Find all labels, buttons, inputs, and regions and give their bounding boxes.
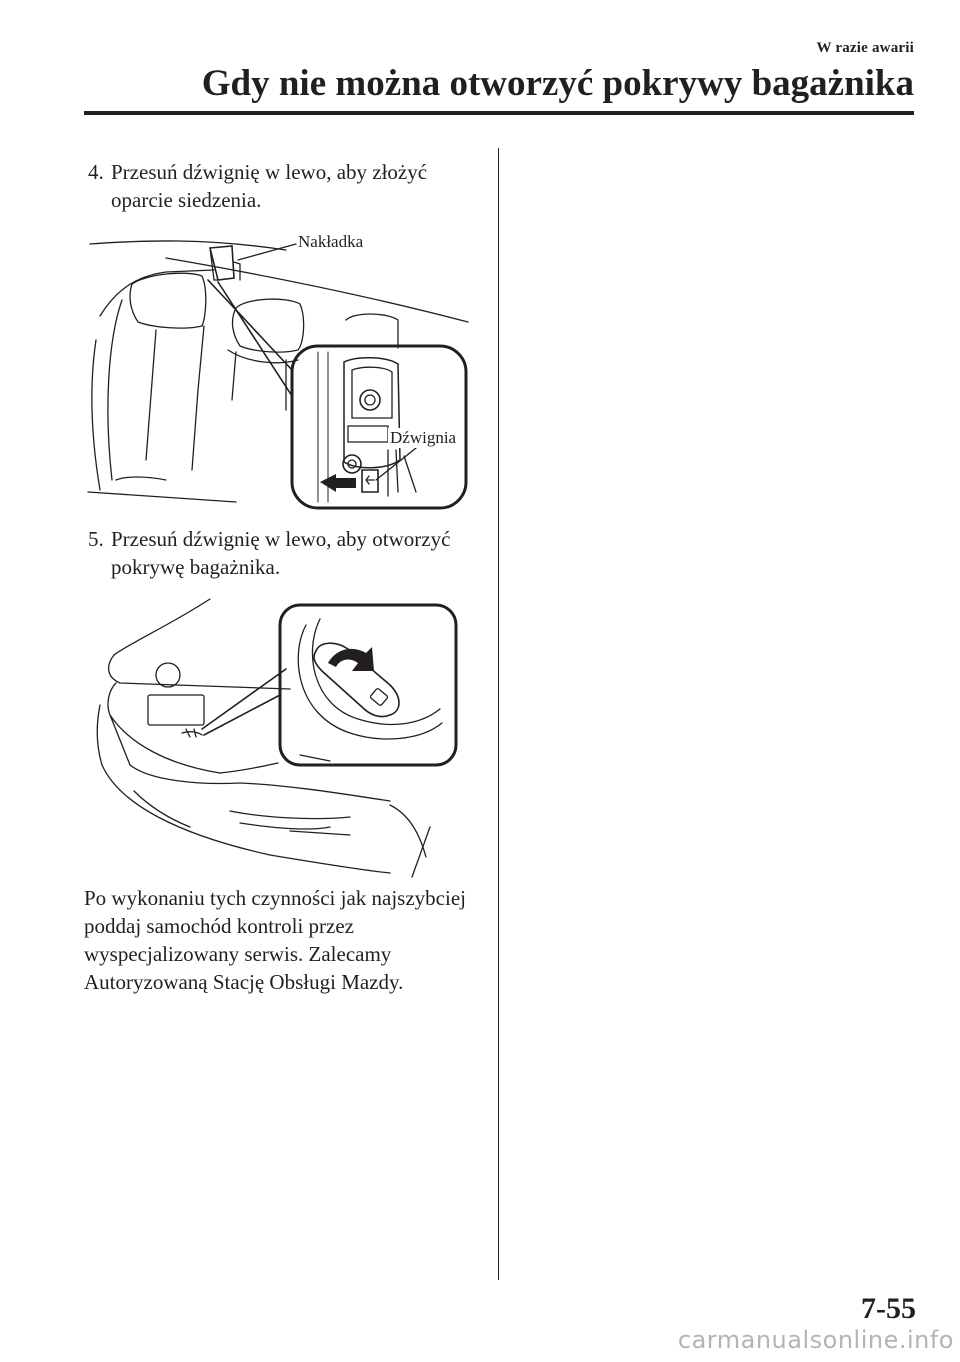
closing-paragraph: Po wykonaniu tych czynności jak najszybciej poddaj samochód kontroli przez wyspecjalizowany serwis. Zalecamy Autoryzowaną Stację Obsługi Mazdy. [84,886,466,994]
step-5 [88,525,488,581]
label-lever: Dźwignia [390,428,457,447]
section-label: W razie awarii [816,40,914,56]
step-number: 5. [88,527,104,551]
page-number: 7-55 [861,1292,916,1325]
step-number: 4. [88,160,104,184]
step-text: Przesuń dźwignię w lewo, aby otworzyć pokrywę bagażnika. [111,527,451,579]
label-cover: Nakładka [298,232,364,251]
column-divider [498,148,499,1280]
watermark: carmanualsonline.info [677,1326,954,1354]
seat-release-illustration [86,230,470,522]
page-title: Gdy nie można otworzyć pokrywy bagażnika [201,63,914,104]
title-rule [84,111,914,115]
trunk-release-illustration [90,595,470,880]
step-text: Przesuń dźwignię w lewo, aby złożyć oparcie siedzenia. [111,160,428,212]
step-4 [88,158,488,214]
